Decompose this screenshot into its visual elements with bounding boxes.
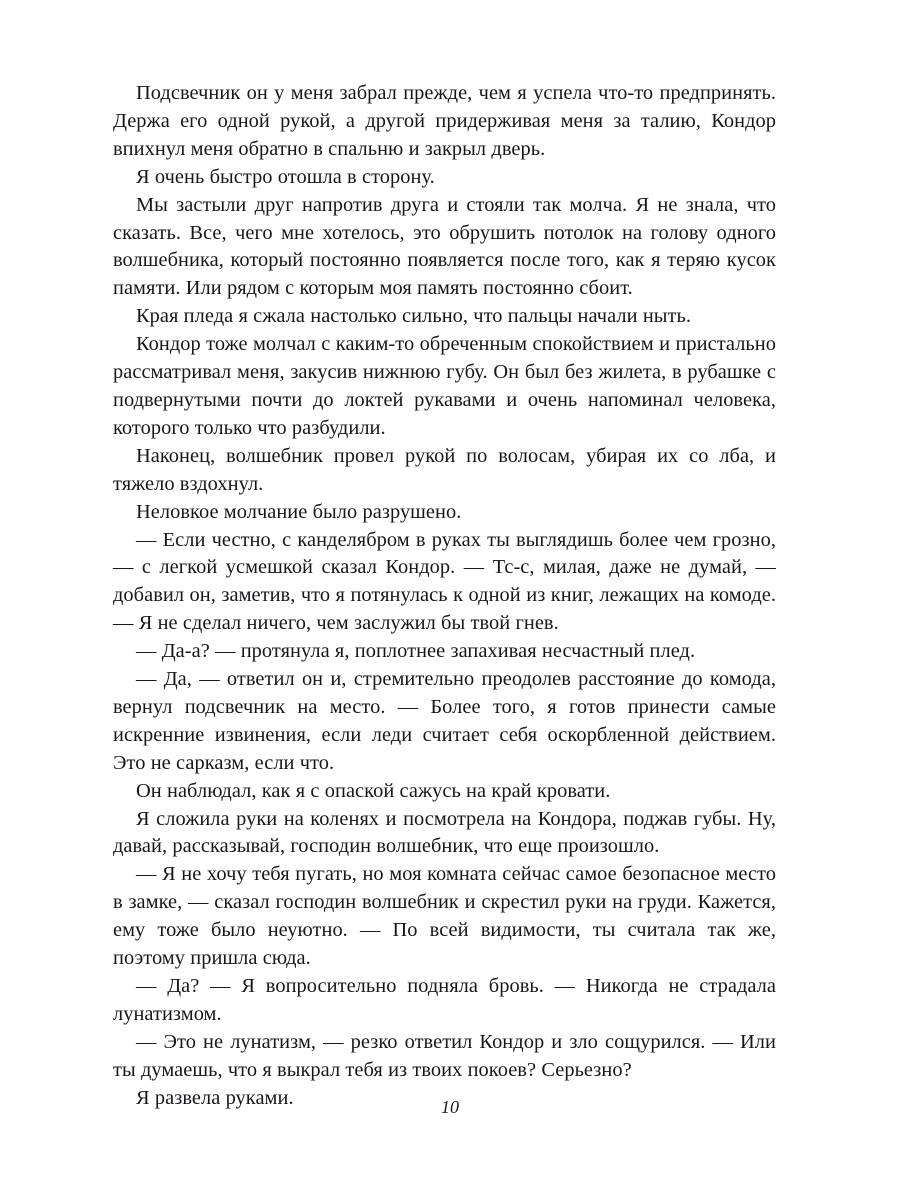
paragraph: Наконец, волшебник провел рукой по волосам, убирая их со лба, и тяжело вздохнул.: [113, 444, 776, 495]
paragraph: Кондор тоже молчал с каким-то обреченным спокойствием и пристально рассматривал меня, закусив нижнюю губу. Он был без жилета, в рубашке с подвернутыми почти до локтей рукавами и очень напоминал человека, которого только что разбудили.: [113, 333, 776, 439]
paragraph: Он наблюдал, как я с опаской сажусь на край кровати.: [136, 779, 611, 802]
paragraph: Края пледа я сжала настолько сильно, что пальцы начали ныть.: [136, 305, 691, 328]
paragraph: Я очень быстро отошла в сторону.: [136, 165, 435, 188]
paragraph: — Это не лунатизм, — резко ответил Кондор и зло сощурился. — Или ты думаешь, что я выкрал тебя из твоих покоев? Серьезно?: [113, 1030, 776, 1081]
page-number: 10: [441, 1097, 459, 1117]
paragraph: Неловкое молчание было разрушено.: [136, 500, 462, 523]
paragraph: — Да, — ответил он и, стремительно преодолев расстояние до комода, вернул подсвечник на место. — Более того, я готов принести самые искренние извинения, если леди считает себя оскорбленной действием. Это не сарказм, если что.: [113, 668, 776, 774]
paragraph: — Да-а? — протянула я, поплотнее запахивая несчастный плед.: [136, 640, 696, 663]
paragraph: Я развела руками.: [136, 1086, 294, 1109]
page-text-body: [113, 80, 776, 1113]
paragraph: — Если честно, с канделябром в руках ты выглядишь более чем грозно, — с легкой усмешкой сказал Кондор. — Тс-с, милая, даже не думай, — добавил он, заметив, что я потянулась к одной из книг, лежащих на комоде. — Я не сделал ничего, чем заслужил бы твой гнев.: [113, 528, 776, 635]
paragraph: Я сложила руки на коленях и посмотрела на Кондора, поджав губы. Ну, давай, рассказывай, господин волшебник, что еще произошло.: [113, 807, 776, 858]
paragraph: Мы застыли друг напротив друга и стояли так молча. Я не знала, что сказать. Все, чего мне хотелось, это обрушить потолок на голову одного волшебника, который постоянно появляется после того, как я теряю кусок памяти. Или рядом с которым моя память постоянно сбоит.: [113, 193, 776, 300]
paragraph: — Да? — Я вопросительно подняла бровь. — Никогда не страдала лунатизмом.: [113, 975, 776, 1025]
paragraph: Подсвечник он у меня забрал прежде, чем я успела что-то предпринять. Держа его одной рукой, а другой придерживая меня за талию, Кондор впихнул меня обратно в спальню и закрыл дверь.: [113, 82, 776, 160]
paragraph: — Я не хочу тебя пугать, но моя комната сейчас самое безопасное место в замке, — сказал господин волшебник и скрестил руки на груди. Кажется, ему тоже было неуютно. — По всей видимости, ты считала так же, поэтому пришла сюда.: [113, 863, 776, 970]
